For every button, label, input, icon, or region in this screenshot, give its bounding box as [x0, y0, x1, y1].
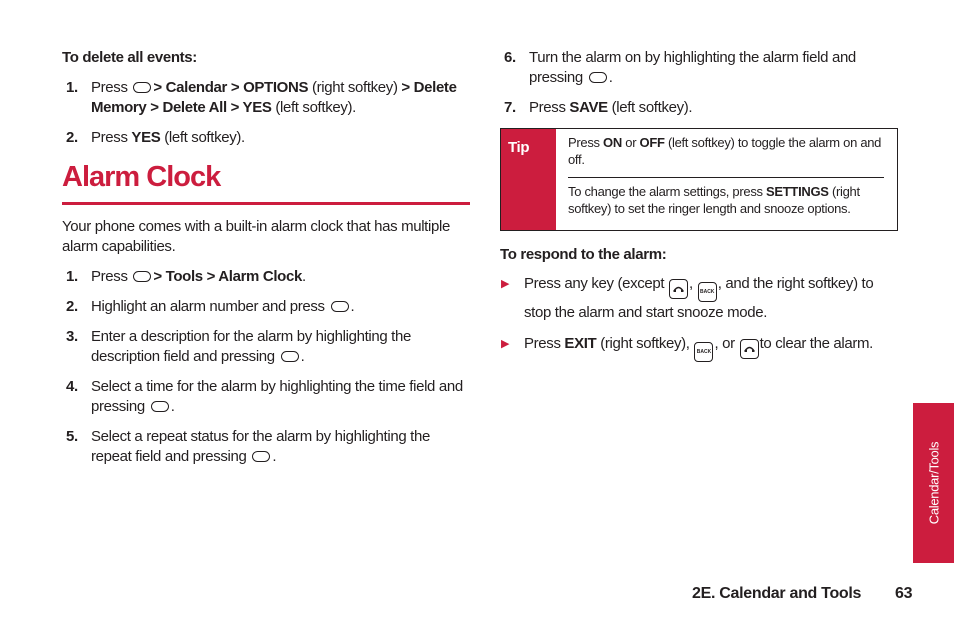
right-column [500, 48, 898, 371]
menu-key-icon [252, 451, 270, 462]
list-item: ▶ Press any key (except , BACK , and the right softkey) to stop the alarm and start snooze mode. [501, 275, 874, 321]
menu-key-icon [151, 401, 169, 412]
menu-key-icon [331, 301, 349, 312]
side-tab-label: Calendar/Tools [926, 441, 941, 525]
tip-label: Tip [501, 129, 556, 230]
intro-paragraph: Your phone comes with a built-in alarm clock that has multiple alarm capabilities. [62, 218, 450, 255]
list-item: 4. Select a time for the alarm by highlighting the time field and pressing . [66, 378, 463, 415]
list-item: 1. Press > Tools > Alarm Clock. [66, 268, 306, 285]
alarm-steps [62, 267, 470, 467]
list-item: 1. Press > Calendar > OPTIONS (right softkey) > Delete Memory > Delete All > YES (left softkey). [66, 79, 457, 116]
respond-heading: To respond to the alarm: [500, 246, 667, 263]
tip-divider [568, 177, 884, 178]
left-column [62, 48, 470, 477]
respond-bullets [500, 273, 898, 362]
delete-events-heading: To delete all events: [62, 49, 197, 66]
end-key-icon [740, 339, 759, 359]
page-number: 63 [895, 585, 913, 602]
triangle-bullet-icon: ▶ [501, 338, 510, 350]
list-item: 3. Enter a description for the alarm by highlighting the description field and pressing . [66, 328, 411, 365]
tip-body [568, 134, 884, 217]
alarm-steps-continued [500, 48, 898, 118]
menu-key-icon [133, 271, 151, 282]
section-side-tab [913, 403, 954, 563]
list-item: 2. Highlight an alarm number and press . [66, 298, 355, 315]
list-item: 7. Press SAVE (left softkey). [504, 99, 693, 116]
title-underline [62, 202, 470, 205]
tip-box [500, 128, 898, 231]
menu-key-icon [133, 82, 151, 93]
list-item: 5. Select a repeat status for the alarm by highlighting the repeat field and pressing . [66, 428, 430, 465]
list-item: 2. Press YES (left softkey). [66, 129, 245, 146]
triangle-bullet-icon: ▶ [501, 278, 510, 290]
menu-key-icon [281, 351, 299, 362]
tip-paragraph: To change the alarm settings, press SETTINGS (right softkey) to set the ringer length and snooze options. [568, 184, 860, 216]
delete-events-steps [62, 78, 470, 148]
list-item: 6. Turn the alarm on by highlighting the alarm field and pressing . [504, 49, 856, 86]
back-key-icon: BACK [694, 342, 713, 362]
tip-paragraph: Press ON or OFF (left softkey) to toggle the alarm on and off. [568, 135, 882, 167]
menu-key-icon [589, 72, 607, 83]
list-item: ▶ Press EXIT (right softkey), BACK , or to clear the alarm. [500, 333, 898, 362]
back-key-icon: BACK [698, 282, 717, 302]
footer-section-name: 2E. Calendar and Tools [692, 585, 862, 602]
end-key-icon [669, 279, 688, 299]
section-title: Alarm Clock [62, 161, 221, 193]
